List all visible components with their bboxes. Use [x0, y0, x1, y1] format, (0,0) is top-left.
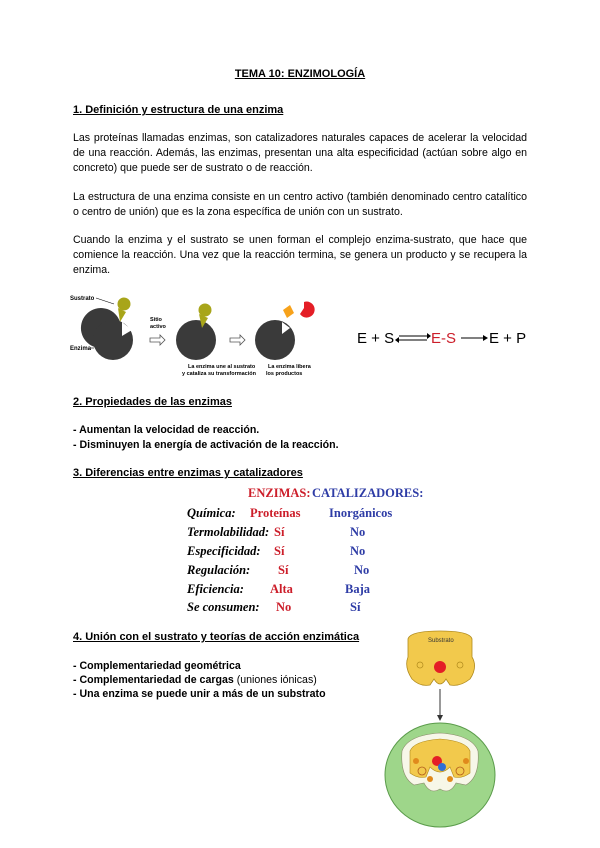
caption-1a: La enzima une al sustrato [188, 364, 256, 370]
label-sitio: Sitio [150, 317, 162, 323]
union-item-2-note: (uniones iónicas) [236, 674, 317, 686]
row-value-catalizadores: No [350, 525, 366, 539]
eq-left: E + S [357, 330, 395, 347]
row-value-catalizadores: Sí [350, 600, 361, 614]
section2-heading: 2. Propiedades de las enzimas [73, 396, 232, 408]
row-value-enzimas: Sí [274, 544, 285, 558]
row-label: Eficiencia: [187, 582, 244, 596]
union-item-2-row [73, 673, 317, 688]
arrow-icon [150, 335, 165, 345]
row-value-enzimas: Proteínas [250, 506, 301, 520]
enzyme-shape-3 [255, 320, 295, 360]
property-item-1: - Aumentan la velocidad de reacción. [73, 424, 260, 436]
row-label: Termolabilidad: [187, 525, 270, 539]
label-enzima: Enzima [70, 346, 92, 352]
substrate-shape [118, 298, 131, 323]
comparison-table [0, 486, 600, 616]
row-value-enzimas: Sí [274, 525, 285, 539]
charge-dot-red [434, 661, 446, 673]
product-red [300, 302, 315, 318]
row-value-catalizadores: No [350, 544, 366, 558]
section3-heading: 3. Diferencias entre enzimas y catalizadores [73, 467, 303, 479]
caption-1b: y cataliza su transformación [182, 371, 256, 377]
section1-heading: 1. Definición y estructura de una enzima [73, 104, 284, 116]
row-label: Especificidad: [187, 544, 261, 558]
row-label: Regulación: [187, 563, 251, 577]
row-value-enzimas: Alta [270, 582, 293, 596]
row-value-enzimas: Sí [278, 563, 289, 577]
arrow-icon [230, 335, 245, 345]
section4-heading: 4. Unión con el sustrato y teorías de acción enzimática [73, 631, 360, 643]
enzyme-shape-2 [176, 320, 216, 360]
row-value-catalizadores: Baja [345, 582, 370, 596]
section1-paragraph-2: La estructura de una enzima consiste en un centro activo (también denominado centro catalítico o centro de unión) que es la zona específica de unión con un sustrato. [73, 191, 527, 218]
label-activo: activo [150, 324, 166, 330]
reaction-equation [355, 325, 535, 353]
eq-right: E + P [489, 330, 527, 347]
section1-paragraph-1: Las proteínas llamadas enzimas, son catalizadores naturales capaces de acelerar la velocidad de una reacción. Además, las enzimas, presentan una alta especificidad (actúan sobre algo en concreto) que puede ser de sustrato o de reacción. [73, 132, 527, 174]
caption-2a: La enzima libera [268, 364, 311, 370]
section1-paragraph-3: Cuando la enzima y el sustrato se unen forman el complejo enzima-sustrato, que hace que comience la reacción. Una vez que la reacción termina, se genera un producto y se recupera la enzima. [73, 234, 527, 276]
col-header-catalizadores: CATALIZADORES: [312, 486, 424, 500]
row-label: Se consumen: [187, 600, 260, 614]
property-item-2: - Disminuyen la energía de activación de la reacción. [73, 439, 339, 451]
substrate-binding-figure [380, 627, 500, 832]
row-value-catalizadores: No [354, 563, 370, 577]
union-item-2: - Complementariedad de cargas [73, 674, 234, 686]
row-value-catalizadores: Inorgánicos [329, 506, 393, 520]
eq-mid: E-S [431, 330, 457, 347]
caption-2b: los productos [266, 371, 303, 377]
union-item-1: - Complementariedad geométrica [73, 660, 241, 672]
product-orange [283, 305, 294, 318]
union-item-3: - Una enzima se puede unir a más de un substrato [73, 688, 326, 700]
enzyme-mechanism-figure [68, 288, 348, 384]
col-header-enzimas: ENZIMAS: [248, 486, 311, 500]
label-sustrato: Sustrato [70, 296, 95, 302]
row-label: Química: [187, 506, 236, 520]
row-value-enzimas: No [276, 600, 292, 614]
fig-label-substrato: Substrato [428, 638, 454, 644]
page-title: TEMA 10: ENZIMOLOGÍA [234, 68, 366, 80]
